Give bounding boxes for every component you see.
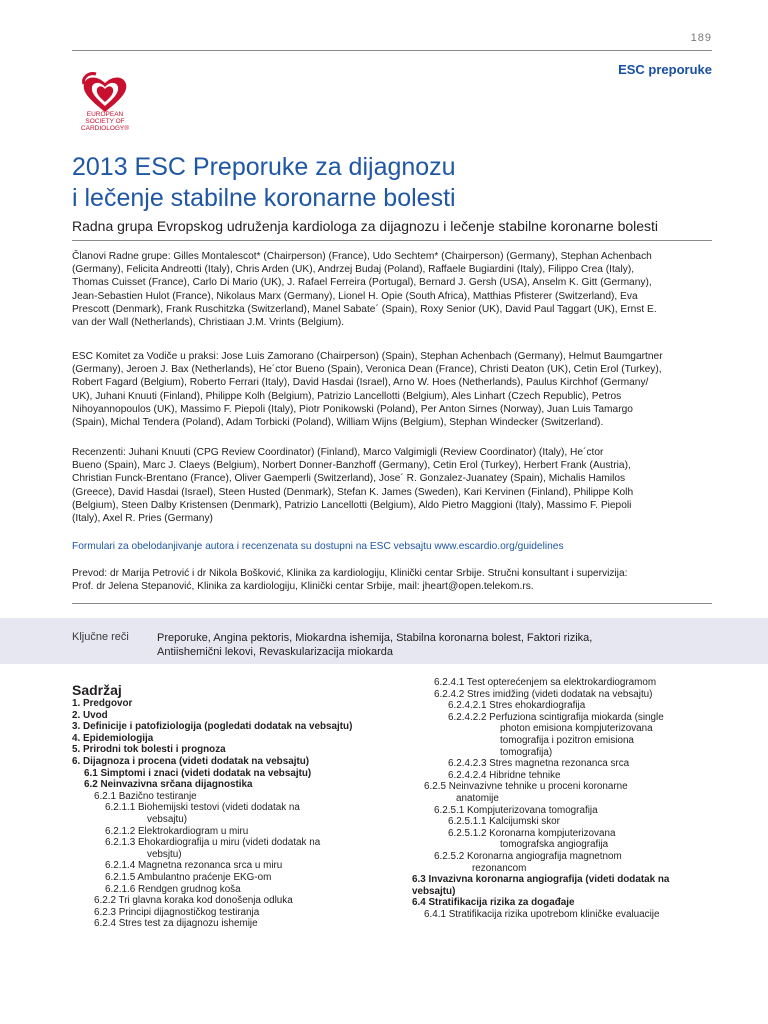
reviewers bbox=[72, 446, 714, 525]
logo-line-2: SOCIETY OF bbox=[85, 118, 125, 125]
committee-line: Nihoyannopoulos (UK), Massimo F. Piepoli (Italy), Piotr Ponikowski (Poland), Per Anton Sirnes (Norway), Juan Luis Tamargo bbox=[72, 403, 633, 415]
members-line: Jean-Sebastien Hulot (France), Nikolaus Marx (Germany), Lionel H. Opie (South Africa), Matthias Pfisterer (Switzerland), Eva bbox=[72, 290, 638, 302]
toc-entry[interactable]: 2. Uvod bbox=[72, 709, 108, 721]
reviewers-line: Recenzenti: Juhani Knuuti (CPG Review Coordinator) (Finland), Marco Valgimigli (Review Coordinator) (Italy), He´ctor bbox=[72, 447, 604, 458]
toc-entry[interactable]: tomografija i pozitron emisiona bbox=[500, 734, 634, 746]
members-line: Prescott (Denmark), Frank Ruschitzka (Switzerland), Manel Sabate´ (Spain), Roxy Senior (UK), David Paul Taggart (UK), Ernst E. bbox=[72, 303, 657, 315]
document-subtitle: Radna grupa Evropskog udruženja kardiologa za dijagnozu i lečenje stabilne koronarne bolesti bbox=[72, 218, 659, 234]
translation-line: Prof. dr Jelena Stepanović, Klinika za kardiologiju, Klinički centar Srbije, mail: jheart@open.telekom.rs. bbox=[72, 581, 534, 593]
title-rule bbox=[72, 240, 712, 241]
toc-entry[interactable]: 6.2.4.2 Stres imidžing (videti dodatak na vebsajtu) bbox=[434, 688, 653, 700]
keywords-label: Ključne reči bbox=[72, 631, 129, 643]
document-title bbox=[72, 152, 712, 214]
toc-entry[interactable]: tomografija) bbox=[500, 746, 553, 758]
committee-line: (Germany), Jeroen J. Bax (Netherlands), He´ctor Bueno (Spain), Veronica Dean (France), Christi Deaton (UK), Cetin Erol (Turkey), bbox=[72, 364, 662, 376]
committee-line: ESC Komitet za Vodiče u praksi: Jose Luis Zamorano (Chairperson) (Spain), Stephan Achenbach (Germany), Helmut Baumgartner bbox=[72, 351, 663, 362]
toc-entry[interactable]: 6.2.5.1.2 Koronarna kompjuterizovana bbox=[448, 827, 616, 839]
committee-line: UK), Juhani Knuuti (Finland), Philippe Kolh (Belgium), Patrizio Lancellotti (Belgium), Ales Linhart (Czech Republic), Petros bbox=[72, 390, 622, 402]
keywords-line-1: Preporuke, Angina pektoris, Miokardna ishemija, Stabilna koronarna bolest, Faktori rizika, bbox=[157, 632, 593, 644]
logo-line-3: CARDIOLOGY® bbox=[80, 125, 130, 132]
toc-entry[interactable]: 6.4.1 Stratifikacija rizika upotrebom kliničke evaluacije bbox=[424, 908, 660, 920]
toc-entry[interactable]: 6.2.1.2 Elektrokardiogram u miru bbox=[105, 825, 249, 837]
toc-entry[interactable]: 6.2 Neinvazivna srčana dijagnostika bbox=[84, 779, 253, 791]
toc-entry[interactable]: 4. Epidemiologija bbox=[72, 732, 154, 744]
reviewers-line: (Greece), David Hasdai (Israel), Steen Husted (Denmark), Stefan K. James (Sweden), Kari Kervinen (Finland), Philippe Kolh bbox=[72, 486, 634, 498]
toc-entry[interactable]: 6.3 Invazivna koronarna angiografija (videti dodatak na bbox=[412, 874, 670, 886]
reviewers-line: (Belgium), Steen Dalby Kristensen (Denmark), Patrizio Lancellotti (Belgium), Aldo Pietro Maggioni (Italy), Massimo F. Piepoli bbox=[72, 499, 632, 511]
toc-entry[interactable]: 6.2.5.1 Kompjuterizovana tomografija bbox=[434, 804, 598, 816]
toc-entry[interactable]: 6.1 Simptomi i znaci (videti dodatak na vebsajtu) bbox=[84, 767, 312, 779]
toc-entry[interactable]: 6.2.2 Tri glavna koraka kod donošenja odluka bbox=[94, 895, 293, 907]
committee-line: Robert Fagard (Belgium), Roberto Ferrari (Italy), David Hasdai (Israel), Arno W. Hoes (Netherlands), Paulus Kirchhof (Germany/ bbox=[72, 377, 649, 389]
toc-entry[interactable]: 3. Definicije i patofiziologija (pogledati dodatak na vebsajtu) bbox=[72, 721, 353, 733]
toc-entry[interactable]: 5. Prirodni tok bolesti i prognoza bbox=[72, 744, 226, 756]
toc-entry[interactable]: 6. Dijagnoza i procena (videti dodatak na vebsajtu) bbox=[72, 755, 310, 767]
committee-line: (Spain), Michal Tendera (Poland), Adam Torbicki (Poland), William Wijns (Belgium), Stephan Windecker (Switzerland). bbox=[72, 417, 604, 429]
guidelines-committee bbox=[72, 350, 714, 429]
toc-entry[interactable]: 6.2.4.1 Test opterećenjem sa elektrokardiogramom bbox=[434, 677, 657, 688]
toc-entry[interactable]: 6.2.3 Principi dijagnostičkog testiranja bbox=[94, 906, 260, 918]
toc-entry[interactable]: 6.2.4 Stres test za dijagnozu ishemije bbox=[94, 918, 258, 930]
page-number: 189 bbox=[690, 32, 712, 44]
toc-entry[interactable]: 6.2.5.1.1 Kalcijumski skor bbox=[448, 816, 560, 828]
toc-entry[interactable]: rezonancom bbox=[472, 862, 527, 874]
toc-entry[interactable]: 6.2.4.2.4 Hibridne tehnike bbox=[448, 769, 561, 781]
keywords-list bbox=[157, 631, 697, 659]
toc-entry[interactable]: 6.2.4.2.3 Stres magnetna rezonanca srca bbox=[448, 758, 630, 770]
toc-entry[interactable]: 6.2.1.3 Ehokardiografija u miru (videti dodatak na bbox=[105, 837, 321, 849]
toc-entry[interactable]: anatomije bbox=[456, 792, 499, 804]
section-label: ESC preporuke bbox=[618, 62, 712, 77]
toc-entry[interactable]: 6.2.1.1 Biohemijski testovi (videti dodatak na bbox=[105, 802, 300, 814]
keywords-line-2: Antiishemični lekovi, Revaskularizacija miokarda bbox=[157, 646, 393, 658]
members-line: van der Wall (Netherlands), Christiaan J.M. Vrints (Belgium). bbox=[72, 317, 345, 329]
toc-entry[interactable]: vebsajtu) bbox=[147, 813, 188, 825]
credits-rule bbox=[72, 603, 712, 604]
toc-entry[interactable]: vebsjtu) bbox=[147, 848, 182, 860]
toc-entry[interactable]: vebsajtu) bbox=[412, 885, 456, 897]
toc-entry[interactable]: 6.2.1.5 Ambulantno praćenje EKG-om bbox=[105, 871, 272, 883]
logo-line-1: EUROPEAN bbox=[86, 111, 124, 118]
toc-entry[interactable]: 6.2.1 Bazično testiranje bbox=[94, 790, 197, 802]
toc-entry[interactable]: photon emisiona kompjuterizovana bbox=[500, 723, 653, 735]
toc-entry[interactable]: 6.4 Stratifikacija rizika za događaje bbox=[412, 897, 575, 909]
toc-entry[interactable]: 6.2.1.6 Rendgen grudnog koša bbox=[105, 883, 241, 895]
toc-entry[interactable]: 6.2.1.4 Magnetna rezonanca srca u miru bbox=[105, 860, 283, 872]
members-line: Članovi Radne grupe: Gilles Montalescot* (Chairperson) (France), Udo Sechtem* (Chairperson) (Germany), Stephan Achenbach bbox=[72, 251, 652, 262]
toc-entry[interactable]: 6.2.4.2.1 Stres ehokardiografija bbox=[448, 700, 586, 712]
translation-credits bbox=[72, 567, 714, 593]
task-force-members bbox=[72, 250, 714, 329]
title-line-1: 2013 ESC Preporuke za dijagnozu bbox=[72, 153, 456, 181]
reviewers-line: (Italy), Axel R. Pries (Germany) bbox=[72, 513, 213, 525]
toc-entry[interactable]: 6.2.5.2 Koronarna angiografija magnetnom bbox=[434, 850, 622, 862]
esc-logo bbox=[70, 68, 140, 138]
title-line-2: i lečenje stabilne koronarne bolesti bbox=[72, 184, 456, 212]
header-rule bbox=[72, 50, 712, 51]
reviewers-line: Bueno (Spain), Marc J. Claeys (Belgium), Norbert Donner-Banzhoff (Germany), Cetin Erol (Turkey), Herbert Frank (Austria), bbox=[72, 460, 631, 472]
translation-line: Prevod: dr Marija Petrović i dr Nikola Bošković, Klinika za kardiologiju, Klinički centar Srbije. Stručni konsultant i supervizija: bbox=[72, 568, 628, 579]
members-line: Thomas Cuisset (France), Carlo Di Mario (UK), J. Rafael Ferreira (Portugal), Bernard J. Gersh (USA), Anselm K. Gitt (Germany), bbox=[72, 277, 652, 289]
disclosure-link[interactable]: Formulari za obelodanjivanje autora i recenzenata su dostupni na ESC vebsajtu www.escardio.org/guidelines bbox=[72, 541, 564, 552]
toc-entry[interactable]: tomografska angiografija bbox=[500, 839, 609, 851]
toc-entry[interactable]: 6.2.5 Neinvazivne tehnike u proceni koronarne bbox=[424, 781, 628, 793]
toc-heading: Sadržaj bbox=[72, 682, 122, 698]
toc-left-column bbox=[72, 698, 402, 930]
members-line: (Germany), Felicita Andreotti (Italy), Chris Arden (UK), Andrzej Budaj (Poland), Raffaele Bugiardini (Italy), Filippo Crea (Italy), bbox=[72, 264, 635, 276]
toc-right-column bbox=[412, 677, 722, 920]
reviewers-line: Christian Funck-Brentano (France), Oliver Gaemperli (Switzerland), Jose´ R. Gonzalez-Juanatey (Spain), Michalis Hamilos bbox=[72, 473, 626, 485]
toc-entry[interactable]: 6.2.4.2.2 Perfuziona scintigrafija miokarda (single bbox=[448, 711, 664, 723]
toc-entry[interactable]: 1. Predgovor bbox=[72, 698, 133, 709]
